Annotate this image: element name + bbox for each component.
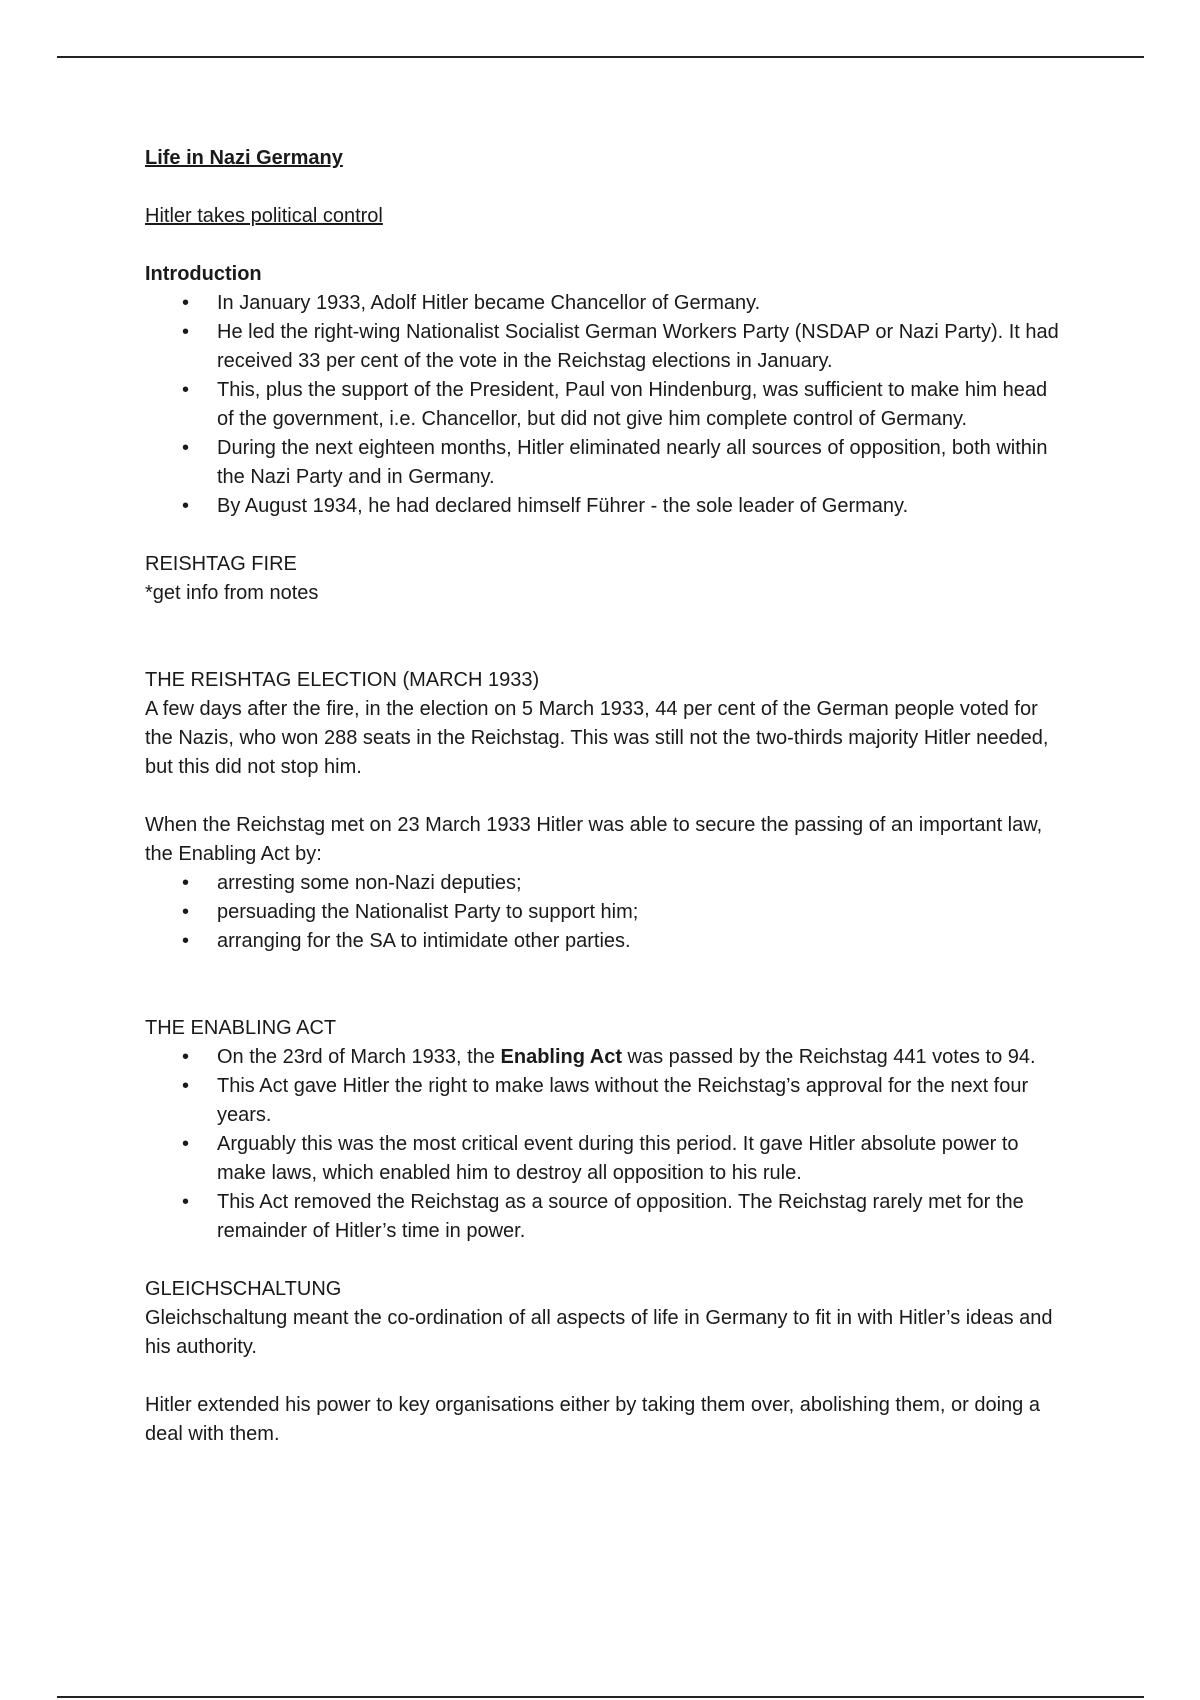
- document-title: Life in Nazi Germany: [145, 147, 343, 169]
- list-item: • arresting some non-Nazi deputies;: [145, 869, 1065, 898]
- list-item: • persuading the Nationalist Party to support him;: [145, 898, 1065, 927]
- election-list: [145, 869, 1065, 956]
- list-item: • arranging for the SA to intimidate other parties.: [145, 927, 1065, 956]
- gleichschaltung-paragraph: Gleichschaltung meant the co-ordination of all aspects of life in Germany to fit in with Hitler’s ideas and his authority.: [145, 1307, 1053, 1358]
- list-item: • This Act removed the Reichstag as a source of opposition. The Reichstag rarely met for the remainder of Hitler’s time in power.: [145, 1188, 1065, 1246]
- list-item: [145, 1043, 1065, 1072]
- list-item: • This, plus the support of the President, Paul von Hindenburg, was sufficient to make him head of the government, i.e. Chancellor, but did not give him complete control of Germany.: [145, 376, 1065, 434]
- enabling-act-bold: Enabling Act: [500, 1046, 622, 1068]
- list-item: • By August 1934, he had declared himself Führer - the sole leader of Germany.: [145, 492, 1065, 521]
- list-item: • In January 1933, Adolf Hitler became Chancellor of Germany.: [145, 289, 1065, 318]
- list-item: • He led the right-wing Nationalist Socialist German Workers Party (NSDAP or Nazi Party). It had received 33 per cent of the vote in the Reichstag elections in January.: [145, 318, 1065, 376]
- introduction-list: [145, 289, 1065, 521]
- election-paragraph: A few days after the fire, in the election on 5 March 1933, 44 per cent of the German people voted for the Nazis, who won 288 seats in the Reichstag. This was still not the two-thirds majority Hitler needed, but this did not stop him.: [145, 698, 1049, 778]
- introduction-heading: Introduction: [145, 263, 262, 285]
- list-item: • Arguably this was the most critical event during this period. It gave Hitler absolute power to make laws, which enabled him to destroy all opposition to his rule.: [145, 1130, 1065, 1188]
- election-heading: THE REISHTAG ELECTION (MARCH 1933): [145, 669, 540, 691]
- reichstag-fire-note: *get info from notes: [145, 582, 319, 604]
- footer-rule: [57, 1696, 1144, 1698]
- bullet-text: was passed by the Reichstag 441 votes to 94.: [622, 1046, 1036, 1068]
- header-rule: [57, 56, 1144, 58]
- gleichschaltung-heading: GLEICHSCHALTUNG: [145, 1278, 342, 1300]
- document-subtitle: Hitler takes political control: [145, 205, 383, 227]
- list-item: • This Act gave Hitler the right to make laws without the Reichstag’s approval for the next four years.: [145, 1072, 1065, 1130]
- bullet-text: On the 23rd of March 1933, the: [217, 1046, 501, 1068]
- gleichschaltung-paragraph-extended: Hitler extended his power to key organisations either by taking them over, abolishing them, or doing a deal with them.: [145, 1394, 1040, 1445]
- enabling-act-heading: THE ENABLING ACT: [145, 1017, 337, 1039]
- election-paragraph-enabling: When the Reichstag met on 23 March 1933 Hitler was able to secure the passing of an important law, the Enabling Act by:: [145, 814, 1043, 865]
- reichstag-fire-heading: REISHTAG FIRE: [145, 553, 297, 575]
- list-item: • During the next eighteen months, Hitler eliminated nearly all sources of opposition, both within the Nazi Party and in Germany.: [145, 434, 1065, 492]
- enabling-act-list: [145, 1043, 1065, 1246]
- document-body: [145, 144, 1065, 1449]
